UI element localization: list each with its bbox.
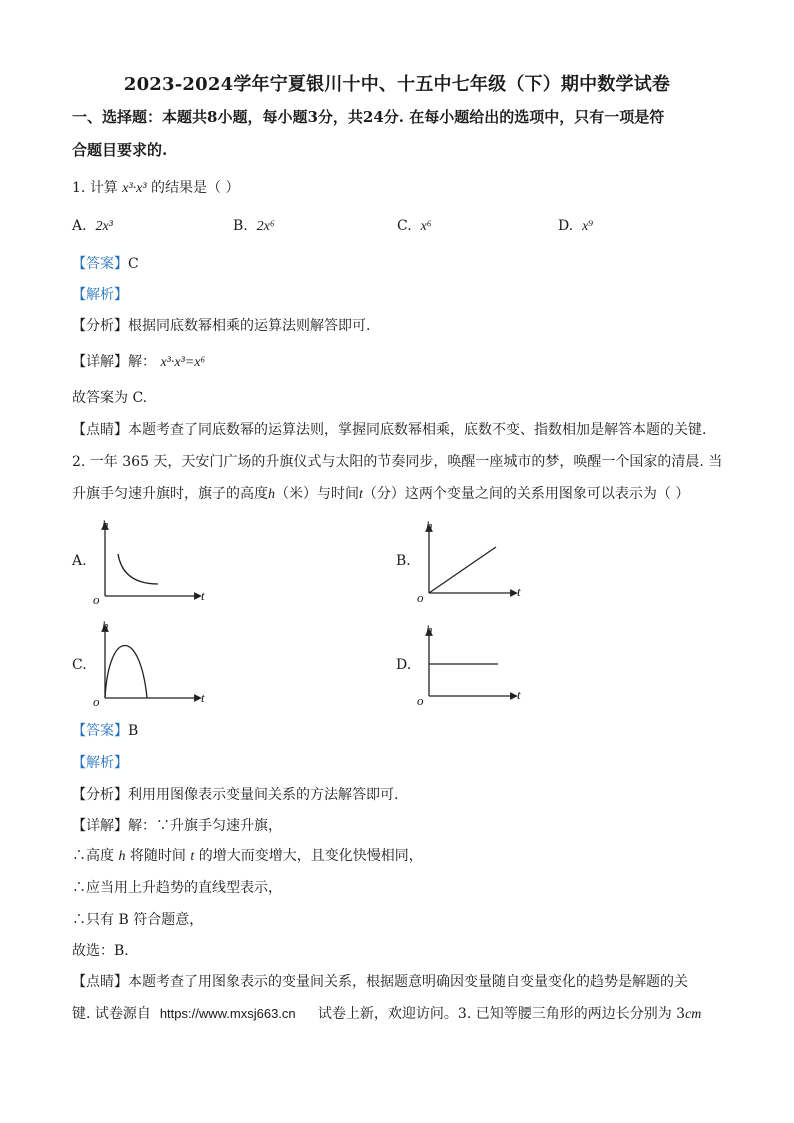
page-title: 2023-2024学年宁夏银川十中、十五中七年级（下）期中数学试卷 bbox=[123, 74, 671, 95]
variable-h: h bbox=[118, 849, 126, 864]
q1-xiangjie bbox=[72, 352, 732, 373]
arch-curve bbox=[105, 646, 147, 699]
section-heading-line2: 合题目要求的. bbox=[72, 141, 168, 159]
option-label: D. bbox=[558, 218, 574, 234]
graph-a bbox=[90, 518, 220, 608]
q1-fenxi bbox=[72, 316, 732, 336]
q2-choose: 故选：B. bbox=[72, 943, 129, 959]
option-label: B. bbox=[233, 218, 248, 234]
origin-label: o bbox=[93, 694, 100, 709]
q1-conclusion: 故答案为 C. bbox=[72, 390, 148, 406]
q2-dianjing-line2 bbox=[72, 1004, 732, 1025]
variable-t: t bbox=[190, 849, 195, 864]
step-text-c: 的增大而变增大，且变化快慢相同， bbox=[198, 848, 423, 864]
graph-b bbox=[412, 518, 542, 608]
dianjing-tag: 【点睛】 bbox=[72, 422, 128, 438]
variable-t: t bbox=[359, 487, 363, 502]
q2-answer bbox=[72, 721, 732, 741]
axis-label-t: t bbox=[201, 690, 205, 705]
axis-label-h: h bbox=[102, 618, 109, 633]
xiangjie-tag: 【详解】 bbox=[72, 818, 128, 834]
origin-label: o bbox=[93, 592, 100, 607]
option-text: x⁹ bbox=[582, 219, 594, 234]
q1-dianjing bbox=[72, 420, 732, 440]
q2-fenxi bbox=[72, 785, 732, 805]
xiangjie-tag: 【详解】 bbox=[72, 354, 128, 370]
decreasing-curve bbox=[118, 554, 158, 584]
question-prefix: 计算 bbox=[89, 180, 118, 196]
graph-c-label: C. bbox=[72, 657, 87, 673]
xiangjie-text: 解：∵升旗手匀速升旗， bbox=[128, 818, 282, 834]
analysis-tag: 【解析】 bbox=[72, 287, 128, 303]
fenxi-text: 根据同底数幂相乘的运算法则解答即可. bbox=[128, 318, 371, 334]
axis-label-t: t bbox=[517, 584, 521, 599]
dianjing-text: 本题考查了同底数幂的运算法则，掌握同底数幂相乘，底数不变、指数相加是解答本题的关键. bbox=[128, 422, 707, 438]
option-label: C. bbox=[397, 218, 412, 234]
answer-value: B bbox=[128, 723, 139, 739]
answer-value: C bbox=[128, 256, 139, 272]
graph-d-label: D. bbox=[396, 657, 412, 673]
question-suffix: 的结果是（ ） bbox=[151, 180, 240, 196]
question-2-line1: 2. 一年 365 天，天安门广场的升旗仪式与太阳的节奏同步，唤醒一座城市的梦，唤醒一个国家的清晨. 当 bbox=[72, 454, 723, 470]
math-expression: x³·x³ bbox=[122, 181, 147, 196]
q1-answer bbox=[72, 254, 732, 274]
q2-step2: ∴应当用上升趋势的直线型表示， bbox=[72, 880, 282, 896]
math-expression: x³·x³=x⁶ bbox=[160, 355, 206, 370]
question-1 bbox=[72, 178, 732, 199]
dianjing-text: 试卷上新，欢迎访问。3. 已知等腰三角形的两边长分别为 3 bbox=[317, 1006, 686, 1022]
option-a bbox=[72, 218, 113, 235]
option-c bbox=[397, 218, 432, 235]
q2-analysis-heading bbox=[72, 753, 732, 773]
axis-label-t: t bbox=[517, 687, 521, 702]
analysis-tag: 【解析】 bbox=[72, 755, 128, 771]
axis-label-h: h bbox=[102, 518, 109, 532]
step-text-b: 将随时间 bbox=[129, 848, 186, 864]
origin-label: o bbox=[417, 590, 424, 605]
source-url[interactable]: https://www.mxsj663.cn bbox=[159, 1006, 296, 1021]
dianjing-text: 本题考查了用图象表示的变量间关系，根据题意明确因变量随自变量变化的趋势是解题的关 bbox=[128, 974, 688, 990]
option-text: 2x³ bbox=[95, 219, 113, 234]
graph-b-label: B. bbox=[396, 553, 411, 569]
q2-text-a: 升旗手匀速升旗时，旗子的高度 bbox=[72, 486, 268, 502]
q1-analysis-heading bbox=[72, 285, 732, 305]
section-heading-line1: 一、选择题：本题共8小题，每小题3分，共24分. 在每小题给出的选项中，只有一项是符 bbox=[72, 108, 665, 126]
graph-d bbox=[412, 620, 542, 710]
variable-h: h bbox=[268, 487, 275, 502]
q2-step3: ∴只有 B 符合题意， bbox=[72, 912, 204, 928]
q2-dianjing-line1 bbox=[72, 972, 732, 992]
option-text: 2x⁶ bbox=[256, 219, 275, 234]
axis-label-h: h bbox=[426, 622, 433, 637]
question-number: 1. bbox=[72, 180, 86, 196]
axis-label-h: h bbox=[426, 518, 433, 533]
q2-text-b: （米）与时间 bbox=[275, 486, 359, 502]
option-b bbox=[233, 218, 275, 235]
graph-c bbox=[90, 618, 220, 710]
xiangjie-prefix: 解： bbox=[128, 354, 156, 370]
fenxi-tag: 【分析】 bbox=[72, 318, 128, 334]
option-label: A. bbox=[72, 218, 87, 234]
answer-tag: 【答案】 bbox=[72, 723, 128, 739]
option-d bbox=[558, 218, 593, 235]
question-2-line2 bbox=[72, 484, 732, 505]
dianjing-text: 键. 试卷源自 bbox=[72, 1006, 151, 1022]
q2-xiangjie bbox=[72, 816, 732, 836]
answer-tag: 【答案】 bbox=[72, 256, 128, 272]
fenxi-tag: 【分析】 bbox=[72, 787, 128, 803]
q2-step1 bbox=[72, 846, 732, 867]
origin-label: o bbox=[417, 693, 424, 708]
graph-a-label: A. bbox=[72, 553, 87, 569]
increasing-line bbox=[429, 547, 496, 593]
unit-cm: cm bbox=[685, 1007, 702, 1022]
dianjing-tag: 【点睛】 bbox=[72, 974, 128, 990]
axis-label-t: t bbox=[201, 588, 205, 603]
fenxi-text: 利用用图像表示变量间关系的方法解答即可. bbox=[128, 787, 399, 803]
step-text-a: ∴高度 bbox=[72, 848, 114, 864]
q2-text-c: （分）这两个变量之间的关系用图象可以表示为（ ） bbox=[362, 486, 690, 502]
option-text: x⁶ bbox=[420, 219, 432, 234]
